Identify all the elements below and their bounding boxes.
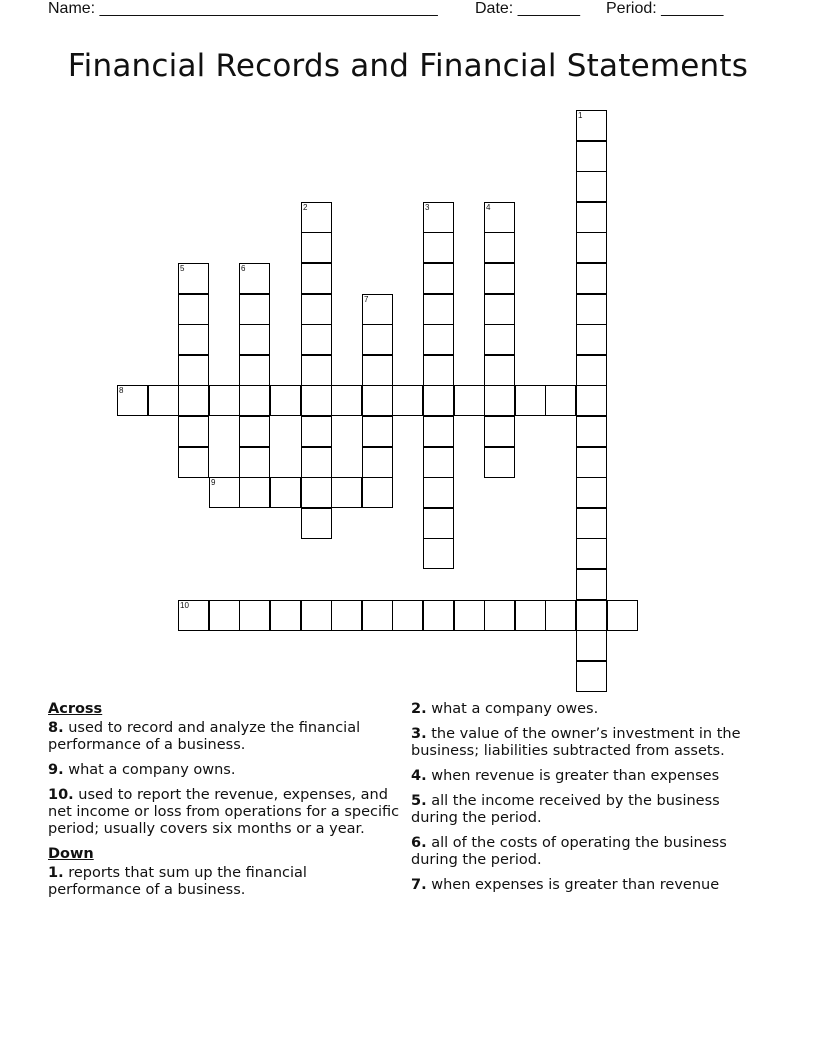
clue-item-text: reports that sum up the financial performance of a business. bbox=[48, 865, 307, 898]
crossword-cell[interactable] bbox=[301, 202, 332, 233]
crossword-cell[interactable] bbox=[301, 508, 332, 539]
crossword-cell[interactable] bbox=[576, 477, 607, 508]
period-field[interactable]: Period: _______ bbox=[606, 0, 724, 17]
clue-item-text: used to record and analyze the financial performance of a business. bbox=[48, 720, 361, 753]
crossword-cell[interactable] bbox=[484, 263, 515, 294]
crossword-cell[interactable] bbox=[576, 416, 607, 447]
page-title: Financial Records and Financial Statements bbox=[67, 48, 749, 84]
clue-item-number: 3. bbox=[411, 726, 427, 742]
clue-item bbox=[411, 793, 771, 827]
crossword-cell[interactable] bbox=[362, 600, 393, 631]
clue-item-text: used to report the revenue, expenses, and net income or loss from operations for a specific period; usually covers six months or a year. bbox=[48, 787, 400, 837]
clue-item-text: all of the costs of operating the business during the period. bbox=[411, 835, 727, 868]
crossword-cell[interactable] bbox=[209, 385, 240, 416]
clue-item bbox=[411, 877, 771, 894]
clue-item bbox=[48, 720, 404, 754]
name-field[interactable]: Name: ______________________________________ bbox=[48, 0, 438, 17]
clue-item bbox=[411, 835, 771, 869]
clue-item bbox=[48, 865, 404, 899]
crossword-cell[interactable] bbox=[484, 355, 515, 386]
crossword-cell[interactable] bbox=[301, 447, 332, 478]
crossword-cell[interactable] bbox=[454, 600, 485, 631]
clue-number: 1 bbox=[578, 111, 583, 120]
crossword-cell[interactable] bbox=[545, 385, 576, 416]
crossword-cell[interactable] bbox=[362, 324, 393, 355]
down-clue-list bbox=[48, 865, 404, 899]
crossword-cell[interactable] bbox=[423, 447, 454, 478]
crossword-cell[interactable] bbox=[239, 385, 270, 416]
crossword-cell[interactable] bbox=[423, 294, 454, 325]
crossword-cell[interactable] bbox=[576, 630, 607, 661]
crossword-cell[interactable] bbox=[331, 600, 362, 631]
crossword-cell[interactable] bbox=[270, 600, 301, 631]
crossword-cell[interactable] bbox=[576, 538, 607, 569]
crossword-cell[interactable] bbox=[301, 385, 332, 416]
crossword-cell[interactable] bbox=[423, 202, 454, 233]
crossword-cell[interactable] bbox=[484, 202, 515, 233]
crossword-cell[interactable] bbox=[576, 110, 607, 141]
crossword-cell[interactable] bbox=[423, 355, 454, 386]
clue-number: 5 bbox=[180, 264, 185, 273]
clue-item-text: what a company owns. bbox=[68, 762, 236, 778]
crossword-cell[interactable] bbox=[178, 324, 209, 355]
crossword-cell[interactable] bbox=[301, 355, 332, 386]
clue-item bbox=[48, 762, 404, 779]
clue-item-number: 9. bbox=[48, 762, 64, 778]
clue-number: 6 bbox=[241, 264, 246, 273]
crossword-cell[interactable] bbox=[301, 600, 332, 631]
crossword-cell[interactable] bbox=[576, 600, 607, 631]
clue-number: 9 bbox=[211, 478, 216, 487]
crossword-cell[interactable] bbox=[392, 385, 423, 416]
crossword-cell[interactable] bbox=[362, 416, 393, 447]
crossword-cell[interactable] bbox=[576, 661, 607, 692]
crossword-cell[interactable] bbox=[239, 355, 270, 386]
clue-item bbox=[411, 768, 771, 785]
clue-item bbox=[48, 787, 404, 838]
clue-item bbox=[411, 726, 771, 760]
crossword-cell[interactable] bbox=[484, 416, 515, 447]
clue-item-text: when expenses is greater than revenue bbox=[431, 877, 720, 893]
crossword-cell[interactable] bbox=[576, 324, 607, 355]
crossword-cell[interactable] bbox=[545, 600, 576, 631]
crossword-cell[interactable] bbox=[178, 447, 209, 478]
clue-item-number: 10. bbox=[48, 787, 74, 803]
clue-item-number: 2. bbox=[411, 701, 427, 717]
clue-item-text: the value of the owner’s investment in the business; liabilities subtracted from assets. bbox=[411, 726, 741, 759]
crossword-cell[interactable] bbox=[178, 600, 209, 631]
crossword-cell[interactable] bbox=[362, 355, 393, 386]
crossword-cell[interactable] bbox=[484, 600, 515, 631]
crossword-cell[interactable] bbox=[392, 600, 423, 631]
crossword-cell[interactable] bbox=[178, 416, 209, 447]
clue-item-number: 1. bbox=[48, 865, 64, 881]
clue-item-text: when revenue is greater than expenses bbox=[431, 768, 720, 784]
crossword-cell[interactable] bbox=[331, 385, 362, 416]
crossword-cell[interactable] bbox=[178, 355, 209, 386]
crossword-cell[interactable] bbox=[301, 263, 332, 294]
crossword-cell[interactable] bbox=[239, 294, 270, 325]
crossword-cell[interactable] bbox=[515, 385, 546, 416]
crossword-cell[interactable] bbox=[301, 324, 332, 355]
crossword-cell[interactable] bbox=[239, 416, 270, 447]
crossword-cell[interactable] bbox=[576, 171, 607, 202]
crossword-cell[interactable] bbox=[423, 600, 454, 631]
crossword-cell[interactable] bbox=[576, 355, 607, 386]
crossword-cell[interactable] bbox=[209, 600, 240, 631]
crossword-cell[interactable] bbox=[484, 232, 515, 263]
down-clue-list-continued bbox=[411, 701, 771, 894]
crossword-cell[interactable] bbox=[178, 263, 209, 294]
crossword-cell[interactable] bbox=[484, 447, 515, 478]
crossword-cell[interactable] bbox=[362, 447, 393, 478]
crossword-cell[interactable] bbox=[576, 294, 607, 325]
clues-left-column bbox=[48, 701, 404, 907]
crossword-cell[interactable] bbox=[423, 416, 454, 447]
crossword-cell[interactable] bbox=[423, 508, 454, 539]
crossword-cell[interactable] bbox=[301, 416, 332, 447]
clue-number: 4 bbox=[486, 203, 491, 212]
crossword-cell[interactable] bbox=[301, 477, 332, 508]
clues-right-column bbox=[411, 701, 771, 902]
crossword-cell[interactable] bbox=[576, 263, 607, 294]
clue-item bbox=[411, 701, 771, 718]
down-heading: Down bbox=[48, 846, 94, 862]
crossword-cell[interactable] bbox=[301, 294, 332, 325]
crossword-cell[interactable] bbox=[454, 385, 485, 416]
crossword-cell[interactable] bbox=[576, 141, 607, 172]
crossword-cell[interactable] bbox=[423, 477, 454, 508]
crossword-cell[interactable] bbox=[148, 385, 179, 416]
crossword-cell[interactable] bbox=[239, 263, 270, 294]
crossword-cell[interactable] bbox=[484, 324, 515, 355]
clue-number: 7 bbox=[364, 295, 369, 304]
crossword-cell[interactable] bbox=[362, 477, 393, 508]
crossword-cell[interactable] bbox=[423, 263, 454, 294]
crossword-cell[interactable] bbox=[301, 232, 332, 263]
crossword-cell[interactable] bbox=[239, 324, 270, 355]
clue-item-number: 6. bbox=[411, 835, 427, 851]
crossword-cell[interactable] bbox=[362, 294, 393, 325]
clue-number: 8 bbox=[119, 386, 124, 395]
crossword-cell[interactable] bbox=[362, 385, 393, 416]
crossword-cell[interactable] bbox=[178, 385, 209, 416]
crossword-cell[interactable] bbox=[423, 538, 454, 569]
crossword-cell[interactable] bbox=[331, 477, 362, 508]
crossword-cell[interactable] bbox=[607, 600, 638, 631]
clue-number: 3 bbox=[425, 203, 430, 212]
crossword-cell[interactable] bbox=[484, 385, 515, 416]
crossword-cell[interactable] bbox=[576, 569, 607, 600]
clue-item-text: all the income received by the business during the period. bbox=[411, 793, 720, 826]
crossword-cell[interactable] bbox=[239, 447, 270, 478]
date-field[interactable]: Date: _______ bbox=[475, 0, 580, 17]
crossword-cell[interactable] bbox=[423, 385, 454, 416]
crossword-cell[interactable] bbox=[484, 294, 515, 325]
clue-number: 10 bbox=[180, 601, 189, 610]
clue-item-number: 4. bbox=[411, 768, 427, 784]
crossword-cell[interactable] bbox=[423, 232, 454, 263]
crossword-cell[interactable] bbox=[270, 385, 301, 416]
clue-item-number: 5. bbox=[411, 793, 427, 809]
crossword-cell[interactable] bbox=[515, 600, 546, 631]
clue-item-text: what a company owes. bbox=[431, 701, 599, 717]
crossword-cell[interactable] bbox=[423, 324, 454, 355]
crossword-cell[interactable] bbox=[239, 477, 270, 508]
clue-number: 2 bbox=[303, 203, 308, 212]
across-heading: Across bbox=[48, 701, 103, 717]
across-clue-list bbox=[48, 720, 404, 838]
crossword-cell[interactable] bbox=[576, 385, 607, 416]
crossword-cell[interactable] bbox=[117, 385, 148, 416]
clue-item-number: 7. bbox=[411, 877, 427, 893]
crossword-cell[interactable] bbox=[270, 477, 301, 508]
crossword-cell[interactable] bbox=[576, 508, 607, 539]
crossword-cell[interactable] bbox=[178, 294, 209, 325]
crossword-cell[interactable] bbox=[239, 600, 270, 631]
crossword-cell[interactable] bbox=[209, 477, 240, 508]
crossword-cell[interactable] bbox=[576, 232, 607, 263]
crossword-cell[interactable] bbox=[576, 447, 607, 478]
crossword-cell[interactable] bbox=[576, 202, 607, 233]
clue-item-number: 8. bbox=[48, 720, 64, 736]
